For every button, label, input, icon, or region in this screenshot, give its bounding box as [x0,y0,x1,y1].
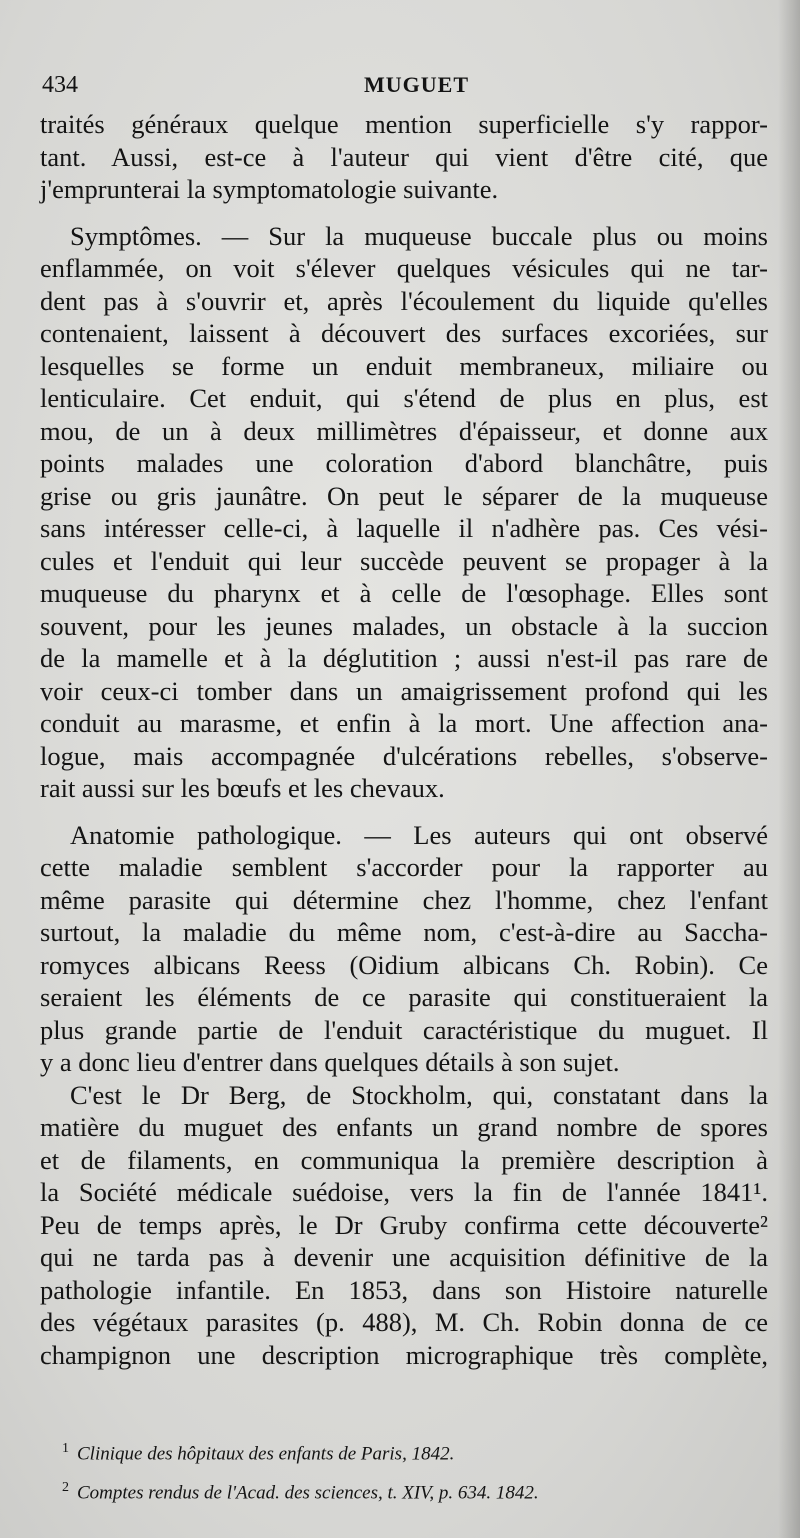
text-line: même parasite qui détermine chez l'homme, chez l'enfant [40,884,768,915]
footnotes [62,1432,762,1511]
text-line: lesquelles se forme un enduit membraneux, miliaire ou [40,350,768,381]
text-line: grise ou gris jaunâtre. On peut le séparer de la muqueuse [40,480,768,511]
text-line: conduit au marasme, et enfin à la mort. Une affection ana- [40,708,768,738]
text-line: la Société médicale suédoise, vers la fin de l'année 1841¹. [40,1177,768,1207]
text-line: C'est le Dr Berg, de Stockholm, qui, constatant dans la [70,1079,768,1110]
paragraph-symptomes [40,220,768,805]
footnote [62,1471,762,1510]
text-line: de la mamelle et à la déglutition ; aussi n'est-il pas rare de [40,643,768,673]
text-line: traités généraux quelque mention superficielle s'y rappor- [40,109,768,139]
text-line: points malades une coloration d'abord blanchâtre, puis [40,448,768,478]
text-line: cette maladie semblent s'accorder pour la rapporter au [40,852,768,882]
footnote-mark: 1 [62,1441,69,1456]
text-line: et de filaments, en communiqua la première description à [40,1144,768,1175]
paragraph-historique [40,1079,768,1372]
text-line: Anatomie pathologique. — Les auteurs qui ont observé [70,819,768,850]
text-line: Symptômes. — Sur la muqueuse buccale plus ou moins [70,220,768,251]
text-line: romyces albicans Reess (Oidium albicans Ch. Robin). Ce [40,949,768,980]
body-text [40,108,768,1371]
running-title: MUGUET [364,72,469,97]
text-line: dent pas à s'ouvrir et, après l'écoulement du liquide qu'elles [40,285,768,316]
page-number: 434 [42,72,78,98]
text-line: logue, mais accompagnée d'ulcérations rebelles, s'observe- [40,740,768,771]
paragraph-anatomie [40,819,768,1079]
text-line: voir ceux-ci tomber dans un amaigrissement profond qui les [40,675,768,706]
text-line: matière du muguet des enfants un grand nombre de spores [40,1112,768,1142]
text-line: y a donc lieu d'entrer dans quelques détails à son sujet. [40,1047,620,1077]
text-line: j'emprunterai la symptomatologie suivante. [40,174,499,204]
text-line: contenaient, laissent à découvert des surfaces excoriées, sur [40,318,768,348]
text-line: sans intéresser celle-ci, à laquelle il n'adhère pas. Ces vési- [40,513,768,543]
footnote-text: Comptes rendus de l'Acad. des sciences, t. XIV, p. 634. 1842. [77,1482,539,1504]
text-line: pathologie infantile. En 1853, dans son Histoire naturelle [40,1274,768,1305]
text-line: plus grande partie de l'enduit caractéristique du muguet. Il [40,1014,768,1045]
text-line: tant. Aussi, est-ce à l'auteur qui vient d'être cité, que [40,141,768,172]
text-line: Peu de temps après, le Dr Gruby confirma cette découverte² [40,1209,768,1240]
text-line: mou, de un à deux millimètres d'épaisseur, et donne aux [40,415,768,446]
text-line: champignon une description micrographique très complète, [40,1339,768,1370]
footnote [62,1432,762,1471]
text-line: souvent, pour les jeunes malades, un obstacle à la succion [40,610,768,641]
page-header [42,72,762,104]
page-edge-shadow [778,0,800,1538]
text-line: rait aussi sur les bœufs et les chevaux. [40,773,445,803]
text-line: cules et l'enduit qui leur succède peuvent se propager à la [40,545,768,576]
text-line: muqueuse du pharynx et à celle de l'œsophage. Elles sont [40,578,768,608]
text-line: des végétaux parasites (p. 488), M. Ch. Robin donna de ce [40,1307,768,1337]
paragraph-intro [40,108,768,206]
footnote-mark: 2 [62,1480,69,1496]
text-line: seraient les éléments de ce parasite qui constitueraient la [40,982,768,1012]
text-line: qui ne tarda pas à devenir une acquisition définitive de la [40,1242,768,1272]
text-line: enflammée, on voit s'élever quelques vésicules qui ne tar- [40,253,768,283]
text-line: surtout, la maladie du même nom, c'est-à-dire au Saccha- [40,917,768,947]
footnote-text: Clinique des hôpitaux des enfants de Paris, 1842. [77,1443,455,1465]
text-line: lenticulaire. Cet enduit, qui s'étend de plus en plus, est [40,383,768,413]
